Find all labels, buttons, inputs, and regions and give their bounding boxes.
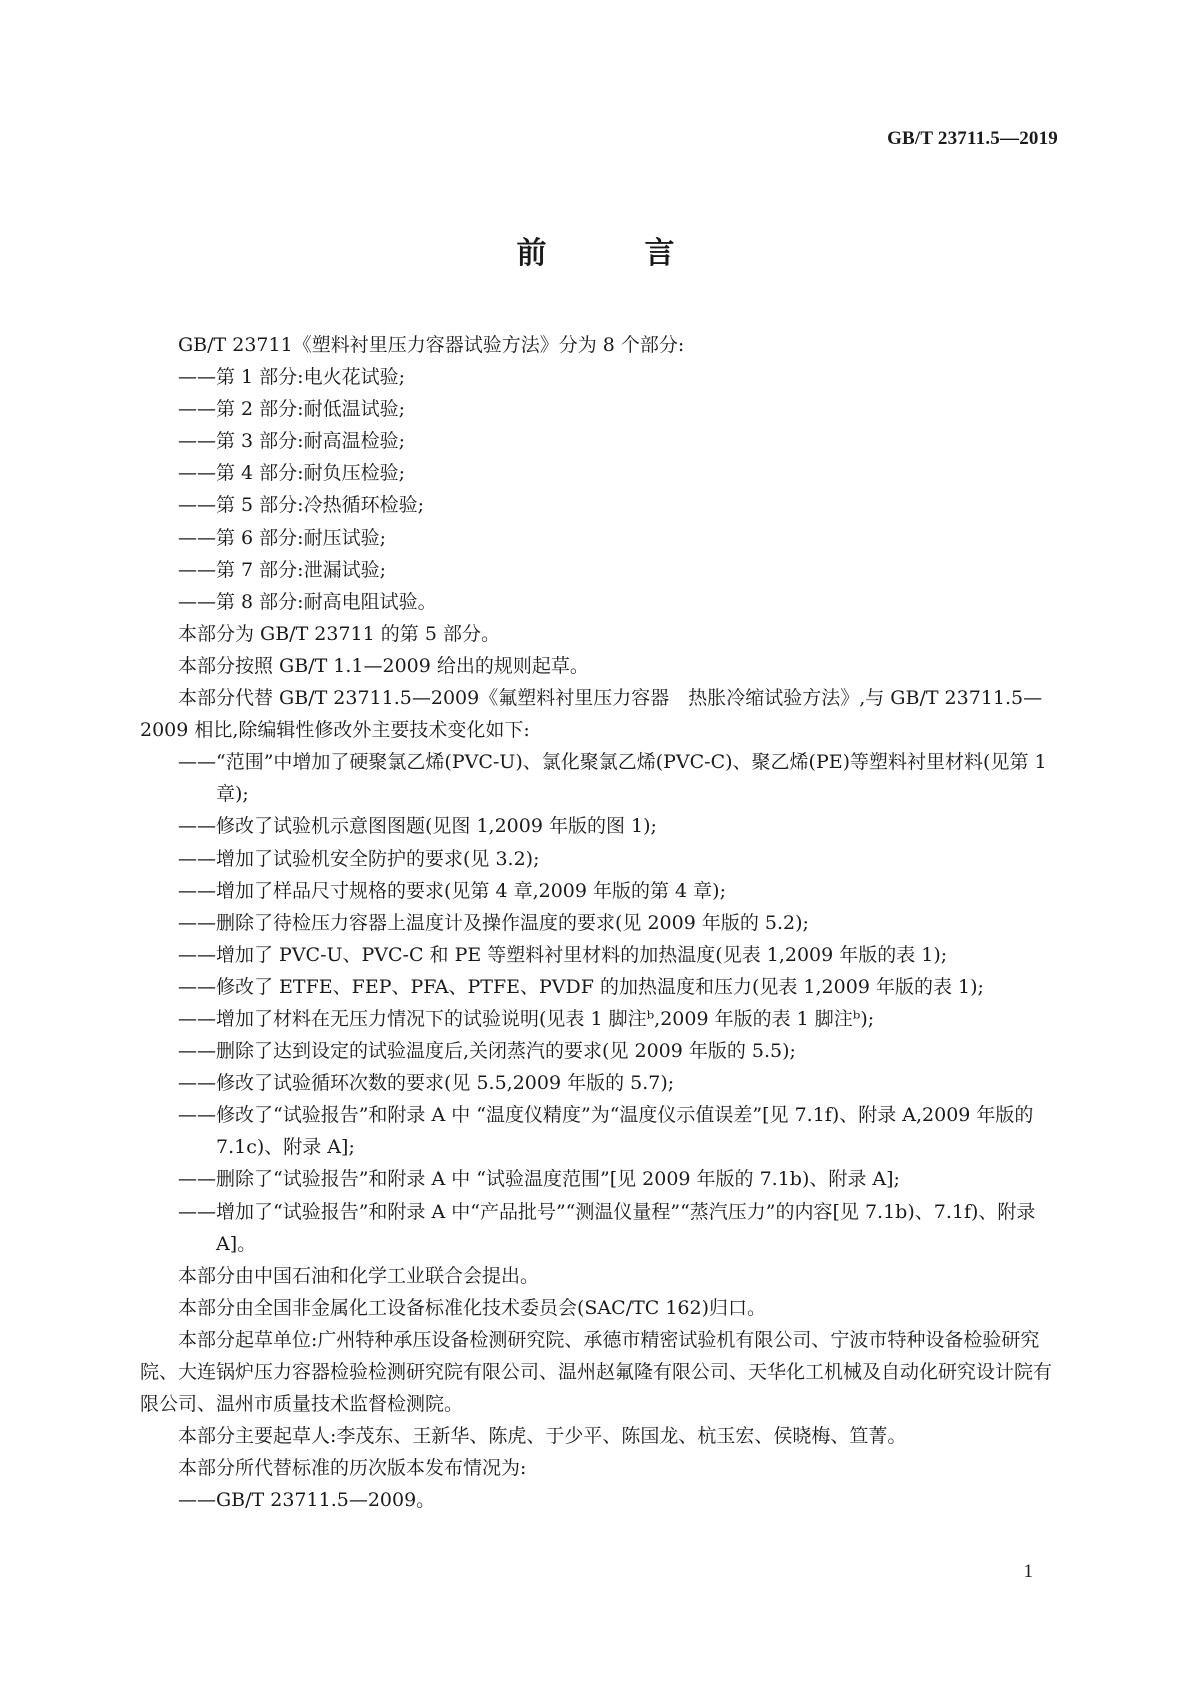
standard-code: GB/T 23711.5—2019 bbox=[887, 128, 1058, 149]
list-item: ——删除了达到设定的试验温度后,关闭蒸汽的要求(见 2009 年版的 5.5); bbox=[178, 1040, 796, 1063]
list-item: ——第 3 部分:耐高温检验; bbox=[178, 430, 405, 453]
list-item: ——第 1 部分:电火花试验; bbox=[178, 366, 405, 389]
paragraph: 本部分所代替标准的历次版本发布情况为: bbox=[178, 1457, 527, 1480]
list-item: ——第 8 部分:耐高电阻试验。 bbox=[178, 590, 437, 613]
list-item: ——第 4 部分:耐负压检验; bbox=[178, 462, 405, 485]
list-item: ——第 5 部分:冷热循环检验; bbox=[178, 494, 424, 517]
list-item: ——增加了“试验报告”和附录 A 中“产品批号”“测温仪量程”“蒸汽压力”的内容[见 7.1b)、7.1f)、附录 A]。 bbox=[178, 1200, 1036, 1255]
list-item: ——第 6 部分:耐压试验; bbox=[178, 526, 386, 549]
page-title: 前 言 bbox=[516, 236, 709, 271]
paragraph: 本部分代替 GB/T 23711.5—2009《氟塑料衬里压力容器 热胀冷缩试验方法》,与 GB/T 23711.5—2009 相比,除编辑性修改外主要技术变化如下: bbox=[140, 687, 1043, 742]
list-item: ——删除了“试验报告”和附录 A 中 “试验温度范围”[见 2009 年版的 7.1b)、附录 A]; bbox=[178, 1168, 900, 1191]
list-item: ——修改了试验机示意图图题(见图 1,2009 年版的图 1); bbox=[178, 815, 657, 838]
paragraph: 本部分由中国石油和化学工业联合会提出。 bbox=[178, 1264, 540, 1287]
list-item: ——第 2 部分:耐低温试验; bbox=[178, 398, 405, 421]
foreword-body bbox=[140, 329, 1056, 1516]
list-item: ——修改了试验循环次数的要求(见 5.5,2009 年版的 5.7); bbox=[178, 1072, 675, 1095]
list-item: ——增加了试验机安全防护的要求(见 3.2); bbox=[178, 847, 540, 870]
list-item: ——第 7 部分:泄漏试验; bbox=[178, 558, 386, 581]
paragraph: 本部分起草单位:广州特种承压设备检测研究院、承德市精密试验机有限公司、宁波市特种设备检验研究院、大连锅炉压力容器检验检测研究院有限公司、温州赵氟隆有限公司、天华化工机械及自动化研究设计院有限公司、温州市质量技术监督检测院。 bbox=[140, 1328, 1053, 1416]
paragraph: GB/T 23711《塑料衬里压力容器试验方法》分为 8 个部分: bbox=[178, 334, 685, 356]
paragraph: 本部分按照 GB/T 1.1—2009 给出的规则起草。 bbox=[178, 654, 589, 677]
list-item: ——GB/T 23711.5—2009。 bbox=[178, 1489, 436, 1512]
list-item: ——修改了 ETFE、FEP、PFA、PTFE、PVDF 的加热温度和压力(见表 1,2009 年版的表 1); bbox=[178, 975, 984, 998]
page-number: 1 bbox=[1023, 1561, 1033, 1582]
list-item: ——修改了“试验报告”和附录 A 中 “温度仪精度”为“温度仪示值误差”[见 7.1f)、附录 A,2009 年版的 7.1c)、附录 A]; bbox=[178, 1104, 1034, 1159]
list-item: ——删除了待检压力容器上温度计及操作温度的要求(见 2009 年版的 5.2); bbox=[178, 911, 809, 934]
list-item: ——增加了 PVC-U、PVC-C 和 PE 等塑料衬里材料的加热温度(见表 1,2009 年版的表 1); bbox=[178, 943, 948, 966]
list-item: ——增加了样品尺寸规格的要求(见第 4 章,2009 年版的第 4 章); bbox=[178, 879, 726, 902]
list-item: ——增加了材料在无压力情况下的试验说明(见表 1 脚注ᵇ,2009 年版的表 1 脚注ᵇ); bbox=[178, 1007, 875, 1030]
paragraph: 本部分为 GB/T 23711 的第 5 部分。 bbox=[178, 622, 500, 645]
list-item: ——“范围”中增加了硬聚氯乙烯(PVC-U)、氯化聚氯乙烯(PVC-C)、聚乙烯(PE)等塑料衬里材料(见第 1 章); bbox=[178, 751, 1047, 806]
paragraph: 本部分由全国非金属化工设备标准化技术委员会(SAC/TC 162)归口。 bbox=[178, 1296, 767, 1319]
paragraph: 本部分主要起草人:李茂东、王新华、陈虎、于少平、陈国龙、杭玉宏、侯晓梅、笪菁。 bbox=[178, 1425, 907, 1448]
